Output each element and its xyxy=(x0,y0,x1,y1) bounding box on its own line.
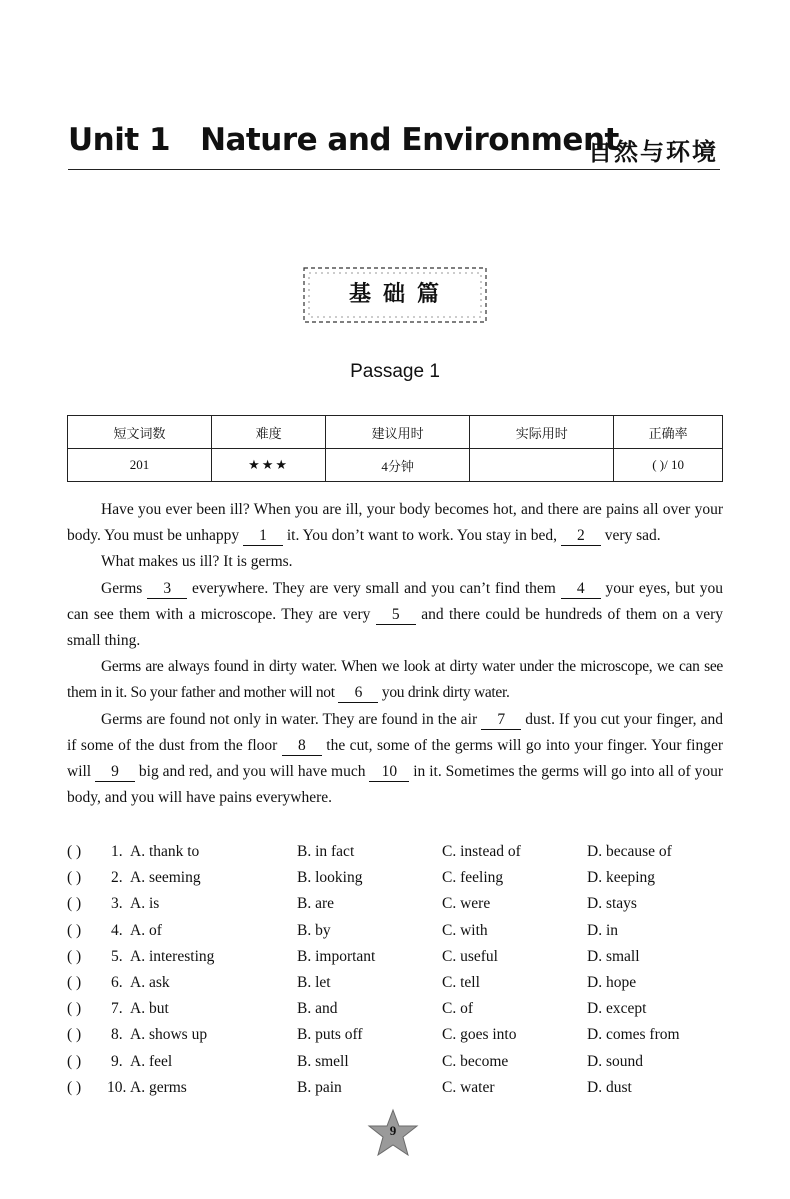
blank-10[interactable]: 10 xyxy=(369,763,409,782)
blank-3[interactable]: 3 xyxy=(147,580,187,599)
unit-name: Nature and Environment xyxy=(200,122,619,158)
question-list xyxy=(67,839,727,1101)
passage-title: Passage 1 xyxy=(350,361,440,382)
option-c[interactable]: C. goes into xyxy=(442,1026,517,1044)
unit-title xyxy=(68,122,619,158)
question-row xyxy=(67,1075,727,1101)
question-number: 10. xyxy=(107,1078,127,1096)
option-d[interactable]: D. comes from xyxy=(587,1026,680,1044)
option-c[interactable]: C. tell xyxy=(442,973,480,991)
option-d[interactable]: D. dust xyxy=(587,1078,632,1096)
option-a[interactable]: A. feel xyxy=(130,1052,173,1070)
passage-text xyxy=(67,497,723,811)
header-accuracy: 正确率 xyxy=(614,416,723,449)
unit-number: Unit 1 xyxy=(68,122,171,158)
question-row xyxy=(67,1049,727,1075)
paragraph-1: Have you ever been ill? When you are ill, your body becomes hot, and there are pains all over your body. You must be unhappy 1 it. You don’t want to work. You stay in bed, 2 very sad. xyxy=(67,501,723,545)
accuracy-field[interactable]: ( )/ 10 xyxy=(614,449,723,482)
question-row xyxy=(67,865,727,891)
answer-slot[interactable]: ( ) xyxy=(67,843,82,860)
header-difficulty: 难度 xyxy=(212,416,326,449)
answer-slot[interactable]: ( ) xyxy=(67,947,82,965)
question-number: 8. xyxy=(111,1026,123,1044)
answer-slot[interactable]: ( ) xyxy=(67,1000,82,1018)
question-row xyxy=(67,918,727,944)
option-b[interactable]: B. let xyxy=(297,973,331,991)
option-a[interactable]: A. interesting xyxy=(130,947,215,965)
option-c[interactable]: C. feeling xyxy=(442,869,504,887)
question-row xyxy=(67,839,727,865)
option-d[interactable]: D. hope xyxy=(587,973,637,991)
question-row xyxy=(67,996,727,1022)
option-a[interactable]: A. but xyxy=(130,1000,169,1018)
paragraph-3: Germs 3 everywhere. They are very small and you can’t find them 4 your eyes, but you can see them with a microscope. They are very 5 and there could be hundreds of them on a very small thing. xyxy=(67,579,724,650)
header-suggested-time: 建议用时 xyxy=(326,416,470,449)
option-b[interactable]: B. looking xyxy=(297,869,363,887)
option-d[interactable]: D. except xyxy=(587,1000,647,1018)
option-d[interactable]: D. in xyxy=(587,921,618,939)
option-d[interactable]: D. keeping xyxy=(587,869,656,887)
option-b[interactable]: B. in fact xyxy=(297,843,355,860)
option-c[interactable]: C. become xyxy=(442,1052,509,1070)
header-word-count: 短文词数 xyxy=(68,416,212,449)
actual-time-field[interactable] xyxy=(470,449,614,482)
blank-1[interactable]: 1 xyxy=(243,527,283,546)
page-number: 9 xyxy=(389,1123,397,1138)
question-number: 2. xyxy=(111,869,123,887)
option-c[interactable]: C. water xyxy=(442,1078,495,1096)
blank-9[interactable]: 9 xyxy=(95,763,135,782)
suggested-time-value: 4分钟 xyxy=(326,449,470,482)
option-c[interactable]: C. instead of xyxy=(442,843,521,860)
question-number: 5. xyxy=(111,947,123,965)
blank-8[interactable]: 8 xyxy=(282,737,322,756)
option-b[interactable]: B. puts off xyxy=(297,1026,363,1044)
option-d[interactable]: D. small xyxy=(587,947,640,965)
answer-slot[interactable]: ( ) xyxy=(67,1052,82,1070)
question-number: 1. xyxy=(111,843,123,860)
option-b[interactable]: B. smell xyxy=(297,1052,349,1070)
question-number: 4. xyxy=(111,921,123,939)
question-number: 9. xyxy=(111,1052,123,1070)
section-label: 基础篇 xyxy=(348,282,451,307)
table-header-row xyxy=(68,416,723,449)
option-d[interactable]: D. stays xyxy=(587,895,637,913)
paragraph-4: Germs are always found in dirty water. When we look at dirty water under the microscope, we can see them in it. So your father and mother will not 6 you drink dirty water. xyxy=(67,658,723,702)
option-c[interactable]: C. with xyxy=(442,921,488,939)
question-number: 6. xyxy=(111,973,123,991)
blank-5[interactable]: 5 xyxy=(376,606,416,625)
answer-slot[interactable]: ( ) xyxy=(67,1078,82,1096)
question-number: 3. xyxy=(111,895,123,913)
option-d[interactable]: D. sound xyxy=(587,1052,643,1070)
option-b[interactable]: B. and xyxy=(297,1000,338,1018)
answer-slot[interactable]: ( ) xyxy=(67,895,82,913)
paragraph-2: What makes us ill? It is germs. xyxy=(101,553,293,571)
question-row xyxy=(67,944,727,970)
answer-slot[interactable]: ( ) xyxy=(67,921,82,939)
option-a[interactable]: A. seeming xyxy=(130,869,201,887)
question-row xyxy=(67,970,727,996)
header-actual-time: 实际用时 xyxy=(470,416,614,449)
page-number-badge xyxy=(367,1108,419,1158)
option-b[interactable]: B. important xyxy=(297,947,376,965)
title-divider xyxy=(68,169,720,170)
option-b[interactable]: B. pain xyxy=(297,1078,342,1096)
blank-7[interactable]: 7 xyxy=(481,711,521,730)
blank-6[interactable]: 6 xyxy=(338,684,378,703)
blank-2[interactable]: 2 xyxy=(561,527,601,546)
paragraph-5: Germs are found not only in water. They are found in the air 7 dust. If you cut your finger, and if some of the dust from the floor 8 the cut, some of the germs will go into your finger. Your finger will 9 big and red, and you will have much 10 in it. Sometimes the germs will go into all of your body, and you will have pains everywhere. xyxy=(67,710,723,807)
option-b[interactable]: B. are xyxy=(297,895,335,913)
passage-info-table xyxy=(67,415,723,482)
question-row xyxy=(67,891,727,917)
option-a[interactable]: A. ask xyxy=(130,973,170,991)
answer-slot[interactable]: ( ) xyxy=(67,869,82,887)
option-a[interactable]: A. thank to xyxy=(130,843,200,860)
option-b[interactable]: B. by xyxy=(297,921,331,939)
option-a[interactable]: A. of xyxy=(130,921,162,939)
question-number: 7. xyxy=(111,1000,123,1018)
option-c[interactable]: C. were xyxy=(442,895,491,913)
option-d[interactable]: D. because of xyxy=(587,843,672,860)
section-frame xyxy=(300,264,490,326)
option-a[interactable]: A. shows up xyxy=(130,1026,208,1044)
option-a[interactable]: A. is xyxy=(130,895,160,913)
option-c[interactable]: C. useful xyxy=(442,947,498,965)
blank-4[interactable]: 4 xyxy=(561,580,601,599)
word-count-value: 201 xyxy=(68,449,212,482)
unit-title-cn: 自然与环境 xyxy=(588,138,718,166)
difficulty-stars: ★★★ xyxy=(212,449,326,482)
table-value-row xyxy=(68,449,723,482)
question-row xyxy=(67,1022,727,1048)
answer-slot[interactable]: ( ) xyxy=(67,973,82,991)
answer-slot[interactable]: ( ) xyxy=(67,1026,82,1044)
option-c[interactable]: C. of xyxy=(442,1000,473,1018)
option-a[interactable]: A. germs xyxy=(130,1078,187,1096)
